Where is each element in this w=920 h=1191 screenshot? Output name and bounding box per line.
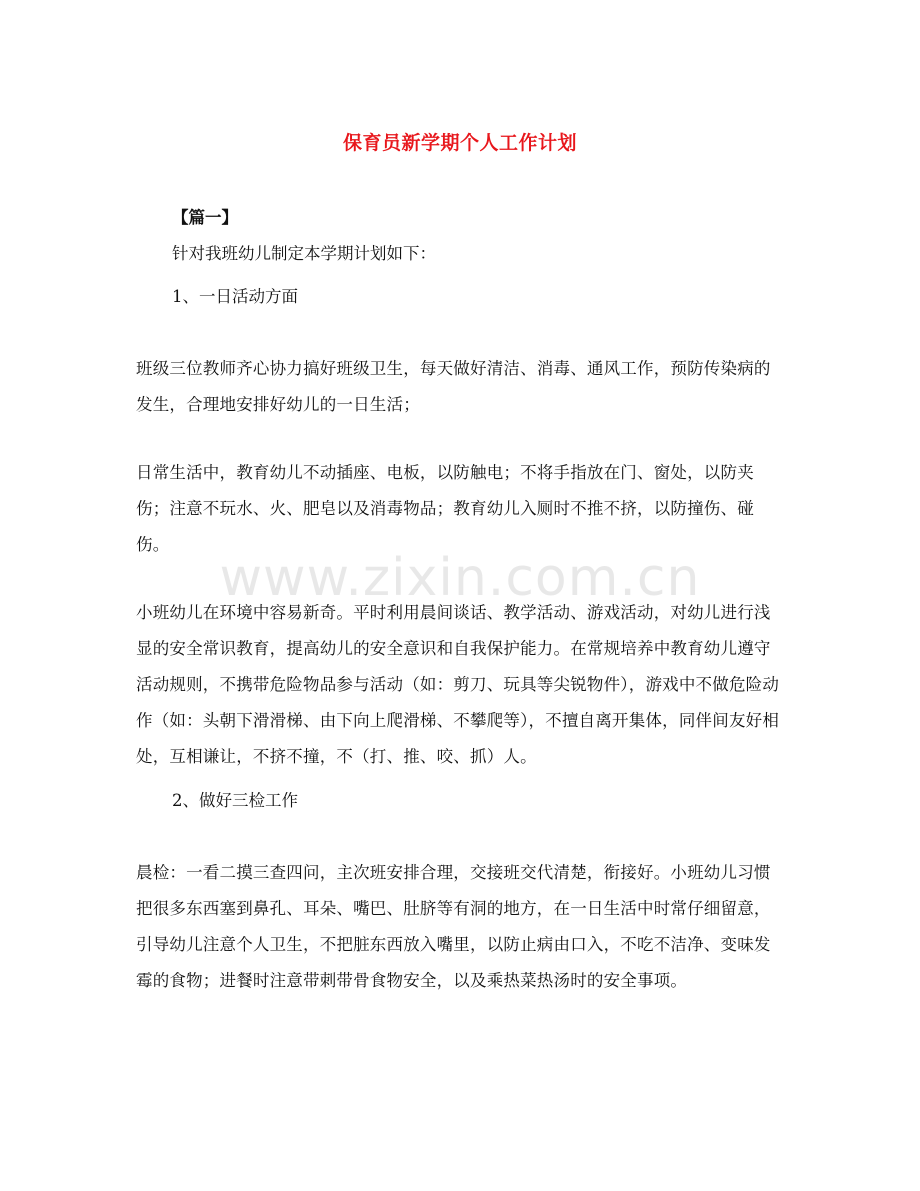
document-title: 保育员新学期个人工作计划 xyxy=(342,132,577,154)
watermark: www.zixin.com.cn xyxy=(219,548,701,608)
item-2-heading: 2、做好三检工作 xyxy=(172,791,298,810)
paragraph-2: 日常生活中，教育幼儿不动插座、电板，以防触电；不将手指放在门、窗处，以防夹伤；注意不玩水、火、肥皂以及消毒物品；教育幼儿入厕时不推不挤，以防撞伤、碰伤。 xyxy=(136,463,754,554)
paragraph-3: 小班幼儿在环境中容易新奇。平时利用晨间谈话、教学活动、游戏活动，对幼儿进行浅显的安全常识教育，提高幼儿的安全意识和自我保护能力。在常规培养中教育幼儿遵守活动规则，不携带危险物品参与活动（如：剪刀、玩具等尖锐物件），游戏中不做危险动作（如：头朝下滑滑梯、由下向上爬滑梯、不攀爬等），不擅自离开集体，同伴间友好相处，互相谦让，不挤不撞，不（打、推、咬、抓）人。 xyxy=(136,603,780,766)
section-label: 【篇一】 xyxy=(172,208,238,227)
item-1-heading: 1、一日活动方面 xyxy=(172,287,298,306)
intro-line: 针对我班幼儿制定本学期计划如下： xyxy=(172,244,436,263)
paragraph-1: 班级三位教师齐心协力搞好班级卫生，每天做好清洁、消毒、通风工作，预防传染病的发生，合理地安排好幼儿的一日生活； xyxy=(136,359,771,414)
paragraph-4: 晨检：一看二摸三查四问，主次班安排合理，交接班交代清楚，衔接好。小班幼儿习惯把很多东西塞到鼻孔、耳朵、嘴巴、肚脐等有洞的地方，在一日生活中时常仔细留意，引导幼儿注意个人卫生，不把脏东西放入嘴里，以防止病由口入，不吃不洁净、变味发霉的食物；进餐时注意带刺带骨食物安全，以及乘热菜热汤时的安全事项。 xyxy=(136,863,771,990)
